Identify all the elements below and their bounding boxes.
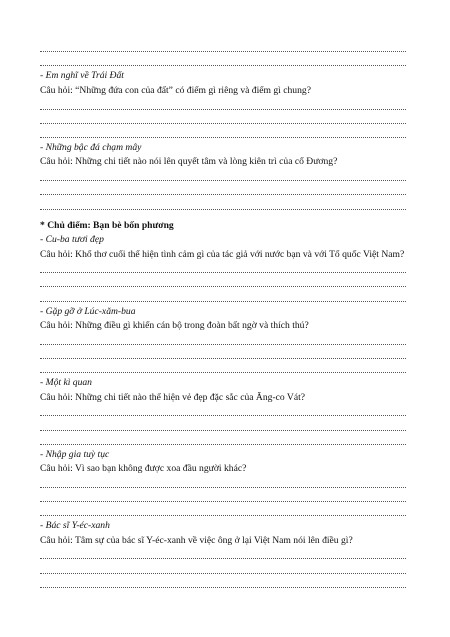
lesson-title: - Cu-ba tươi đẹp bbox=[40, 234, 104, 245]
answer-line bbox=[40, 55, 406, 69]
question-text: Câu hỏi: “Những đứa con của đất” có điểm gì riêng và điểm gì chung? bbox=[40, 84, 311, 96]
answer-line bbox=[40, 434, 406, 448]
lesson-title: - Những bậc đá chạm mây bbox=[40, 141, 142, 153]
answer-line bbox=[40, 262, 406, 276]
question-text: Câu hỏi: Những điều gì khiến cán bộ trong đoàn bất ngờ và thích thú? bbox=[40, 320, 309, 332]
answer-line bbox=[40, 562, 406, 576]
lesson-title: - Em nghĩ về Trái Đất bbox=[40, 70, 124, 82]
answer-line bbox=[40, 548, 406, 562]
lesson-title: - Gặp gỡ ở Lúc-xăm-bua bbox=[40, 305, 136, 317]
answer-line bbox=[40, 41, 406, 55]
worksheet-page bbox=[40, 41, 406, 591]
answer-line bbox=[40, 405, 406, 419]
answer-line bbox=[40, 348, 406, 362]
answer-line bbox=[40, 290, 406, 304]
lesson-title: - Bác sĩ Y-éc-xanh bbox=[40, 520, 110, 532]
question-text: Câu hỏi: Khổ thơ cuối thể hiện tình cảm gì của tác giả với nước bạn và với Tổ quốc Việt Nam? bbox=[40, 248, 405, 260]
answer-line bbox=[40, 505, 406, 519]
answer-line bbox=[40, 577, 406, 591]
answer-line bbox=[40, 198, 406, 212]
lesson-title: - Một kì quan bbox=[40, 377, 92, 389]
question-text: Câu hỏi: Những chi tiết nào nói lên quyết tâm và lòng kiên trì của cố Đương? bbox=[40, 156, 338, 168]
lesson-title: - Nhập gia tuỳ tục bbox=[40, 448, 110, 460]
section-heading: * Chủ điểm: Bạn bè bốn phương bbox=[40, 219, 174, 231]
answer-line bbox=[40, 113, 406, 127]
answer-line bbox=[40, 276, 406, 290]
answer-line bbox=[40, 184, 406, 198]
answer-line bbox=[40, 362, 406, 376]
answer-line bbox=[40, 477, 406, 491]
question-text: Câu hỏi: Tâm sự của bác sĩ Y-éc-xanh về việc ông ở lại Việt Nam nói lên điều gì? bbox=[40, 534, 353, 546]
answer-line bbox=[40, 334, 406, 348]
answer-line bbox=[40, 491, 406, 505]
question-text: Câu hỏi: Những chi tiết nào thể hiện vẻ đẹp đặc sắc của Ăng-co Vát? bbox=[40, 391, 306, 403]
answer-line bbox=[40, 419, 406, 433]
answer-line bbox=[40, 170, 406, 184]
answer-line bbox=[40, 98, 406, 112]
answer-line bbox=[40, 127, 406, 141]
question-text: Câu hỏi: Vì sao bạn không được xoa đầu người khác? bbox=[40, 463, 247, 475]
